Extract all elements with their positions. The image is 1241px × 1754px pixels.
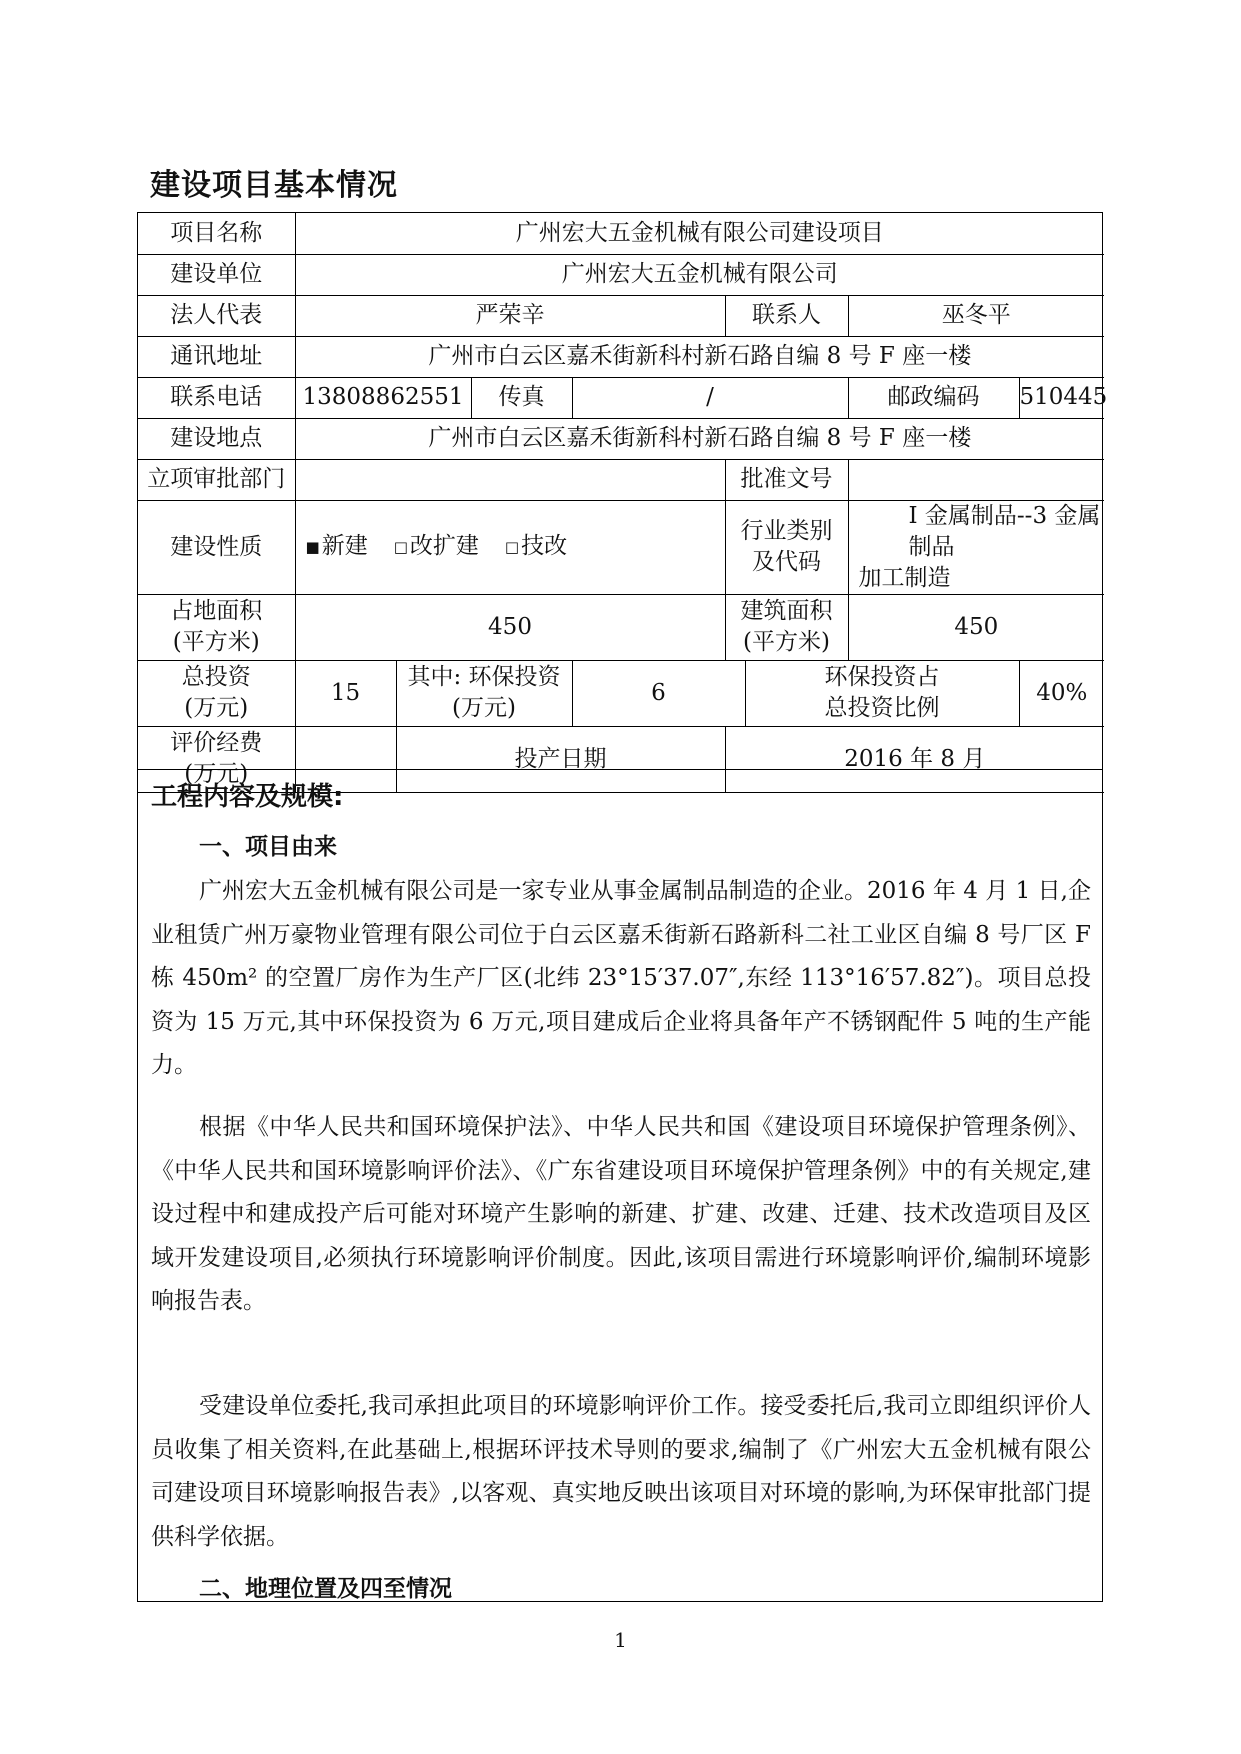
phone-label: 联系电话 [138, 377, 295, 418]
nature-option-tech: □技改 [505, 531, 567, 563]
table-row [138, 295, 1104, 336]
approval-no-value [848, 459, 1104, 500]
project-info-table [138, 213, 1108, 793]
address-label: 通讯地址 [138, 336, 295, 377]
postcode-label: 邮政编码 [848, 377, 1019, 418]
production-date-label: 投产日期 [396, 726, 725, 792]
production-date-value: 2016 年 8 月 [725, 726, 1104, 792]
project-name-label: 项目名称 [138, 213, 295, 254]
table-row [138, 660, 1104, 726]
empty-checkbox-icon: □ [393, 537, 408, 556]
nature-label: 建设性质 [138, 500, 295, 594]
total-investment-value: 15 [295, 660, 396, 726]
env-ratio-label: 环保投资占 总投资比例 [745, 660, 1019, 726]
contact-value: 巫冬平 [848, 295, 1104, 336]
phone-value: 13808862551 [295, 377, 471, 418]
table-row [138, 594, 1104, 660]
site-value: 广州市白云区嘉禾街新科村新石路自编 8 号 F 座一楼 [295, 418, 1104, 459]
legal-rep-label: 法人代表 [138, 295, 295, 336]
approval-no-label: 批准文号 [725, 459, 848, 500]
section-title: 工程内容及规模: [151, 782, 344, 812]
approval-dept-value [295, 459, 725, 500]
paragraph-legal-basis: 根据《中华人民共和国环境保护法》、中华人民共和国《建设项目环境保护管理条例》、《中华人民共和国环境影响评价法》、《广东省建设项目环境保护管理条例》中的有关规定,建设过程中和建成投产后可能对环境产生影响的新建、扩建、改建、迁建、技术改造项目及区域开发建设项目,必须执行环境影响评价制度。因此,该项目需进行环境影响评价,编制环境影响报告表。 [151, 1114, 1091, 1315]
builder-value: 广州宏大五金机械有限公司 [295, 254, 1104, 295]
table-row [138, 254, 1104, 295]
address-value: 广州市白云区嘉禾街新科村新石路自编 8 号 F 座一楼 [295, 336, 1104, 377]
fax-label: 传真 [471, 377, 572, 418]
env-investment-value: 6 [572, 660, 745, 726]
building-area-label: 建筑面积 (平方米) [725, 594, 848, 660]
env-ratio-value: 40% [1019, 660, 1104, 726]
paragraph-origin: 广州宏大五金机械有限公司是一家专业从事金属制品制造的企业。2016 年 4 月 1 日,企业租赁广州万豪物业管理有限公司位于白云区嘉禾街新石路新科二社工业区自编 8 号厂区 F 栋 450m² 的空置厂房作为生产厂区(北纬 23°15′37.07″,东经 113°16′57.82″)。项目总投资为 15 万元,其中环保投资为 6 万元,项目建成后企业将具备年产不锈钢配件 5 吨的生产能力。 [151, 878, 1091, 1079]
project-name-value: 广州宏大五金机械有限公司建设项目 [295, 213, 1104, 254]
empty-checkbox-icon: □ [504, 537, 520, 556]
industry-label: 行业类别 及代码 [725, 500, 848, 594]
project-content-section [138, 769, 1102, 1601]
approval-dept-label: 立项审批部门 [138, 459, 295, 500]
building-area-value: 450 [848, 594, 1104, 660]
land-area-label: 占地面积 (平方米) [138, 594, 295, 660]
nature-option-new: ■新建 [306, 531, 368, 563]
table-row [138, 500, 1104, 594]
nature-option-expand: □改扩建 [394, 531, 479, 563]
subheading-origin: 一、项目由来 [199, 834, 337, 860]
table-row [138, 459, 1104, 500]
table-row [138, 213, 1104, 254]
filled-checkbox-icon: ■ [305, 537, 320, 556]
table-row [138, 336, 1104, 377]
fax-value: / [572, 377, 848, 418]
table-row [138, 418, 1104, 459]
table-row [138, 377, 1104, 418]
project-info-frame [137, 212, 1108, 1602]
env-investment-label: 其中: 环保投资 (万元) [396, 660, 572, 726]
eval-fee-label: 评价经费 (万元) [138, 726, 295, 792]
page-title: 建设项目基本情况 [150, 168, 398, 203]
total-investment-label: 总投资 (万元) [138, 660, 295, 726]
industry-value: I 金属制品--3 金属制品 加工制造 [848, 500, 1104, 594]
page-number: 1 [614, 1628, 627, 1652]
builder-label: 建设单位 [138, 254, 295, 295]
land-area-value: 450 [295, 594, 725, 660]
site-label: 建设地点 [138, 418, 295, 459]
postcode-value: 510445 [1019, 377, 1104, 418]
legal-rep-value: 严荣辛 [295, 295, 725, 336]
subheading-location: 二、地理位置及四至情况 [199, 1576, 452, 1602]
paragraph-commission: 受建设单位委托,我司承担此项目的环境影响评价工作。接受委托后,我司立即组织评价人员收集了相关资料,在此基础上,根据环评技术导则的要求,编制了《广州宏大五金机械有限公司建设项目环境影响报告表》,以客观、真实地反映出该项目对环境的影响,为环保审批部门提供科学依据。 [151, 1393, 1091, 1550]
contact-label: 联系人 [725, 295, 848, 336]
nature-options [295, 500, 725, 594]
